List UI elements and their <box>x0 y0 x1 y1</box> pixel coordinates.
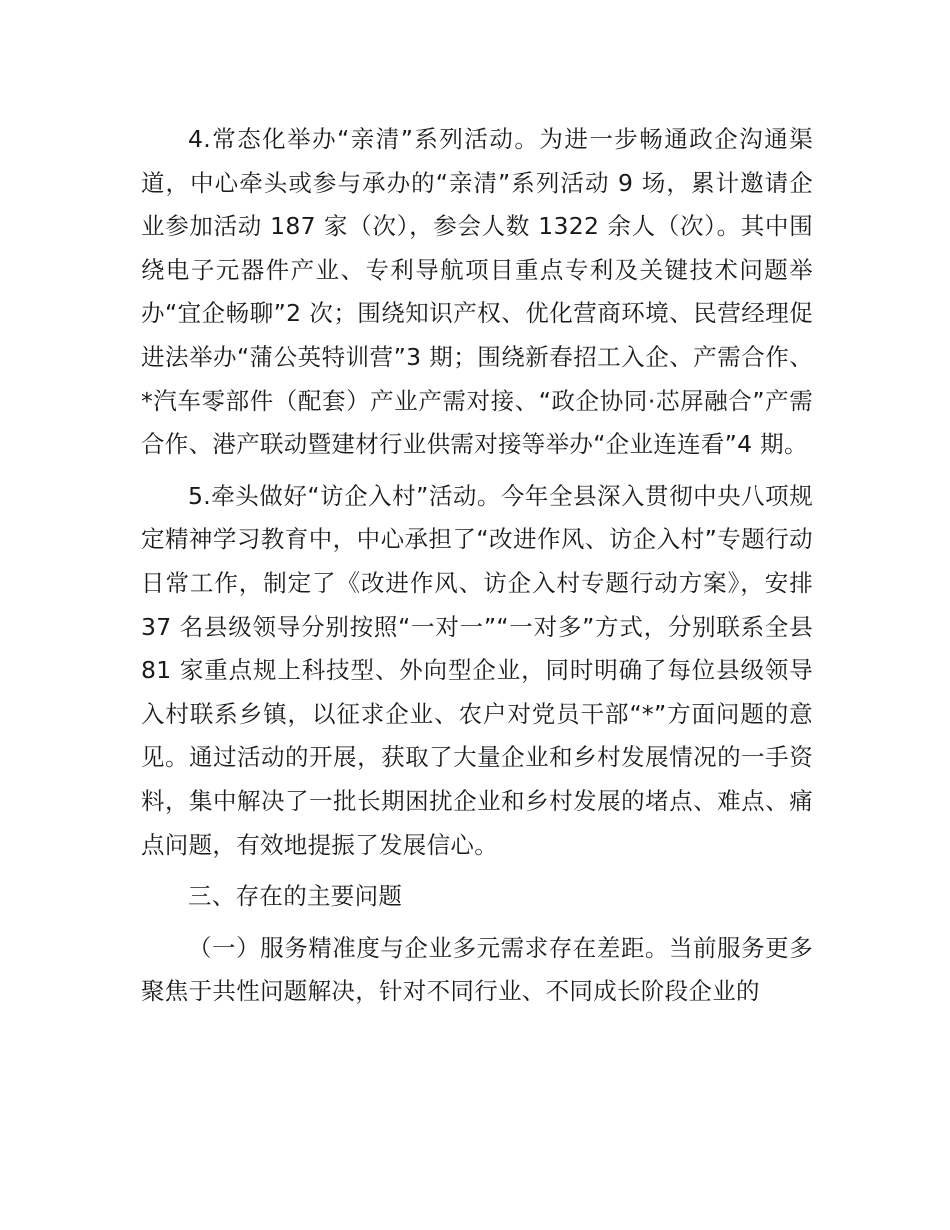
section-heading-main-problems: 三、存在的主要问题 <box>188 882 403 911</box>
paragraph-visit-enterprises: 5.牵头做好“访企入村”活动。今年全县深入贯彻中央八项规定精神学习教育中，中心承担了“改进作风、访企入村”专题行动日常工作，制定了《改进作风、访企入村专题行动方案》，安排 37 名县级领导分别按照“一对一”“一对多”方式，分别联系全县 81 家重点规上科技型、外向型企业，同时明确了每位县级领导入村联系乡镇，以征求企业、农户对党员干部“*”方面问题的意见。通过活动的开展，获取了大量企业和乡村发展情况的一手资料，集中解决了一批长期困扰企业和乡村发展的堵点、难点、痛点问题，有效地提振了发展信心。 <box>141 481 813 859</box>
paragraph-qinqing-activities: 4.常态化举办“亲清”系列活动。为进一步畅通政企沟通渠道，中心牵头或参与承办的“亲清”系列活动 9 场，累计邀请企业参加活动 187 家（次），参会人数 1322 余人（次）。其中围绕电子元器件产业、专利导航项目重点专利及关键技术问题举办“宜企畅聊”2 次；围绕知识产权、优化营商环境、民营经理促进法举办“蒲公英特训营”3 期；围绕新春招工入企、产需合作、*汽车零部件（配套）产业产需对接、“政企协同·芯屏融合”产需合作、港产联动暨建材行业供需对接等举办“企业连连看”4 期。 <box>141 125 813 459</box>
paragraph-service-precision-gap: （一）服务精准度与企业多元需求存在差距。当前服务更多聚焦于共性问题解决，针对不同行业、不同成长阶段企业的 <box>141 933 813 1006</box>
document-body <box>141 118 813 1014</box>
